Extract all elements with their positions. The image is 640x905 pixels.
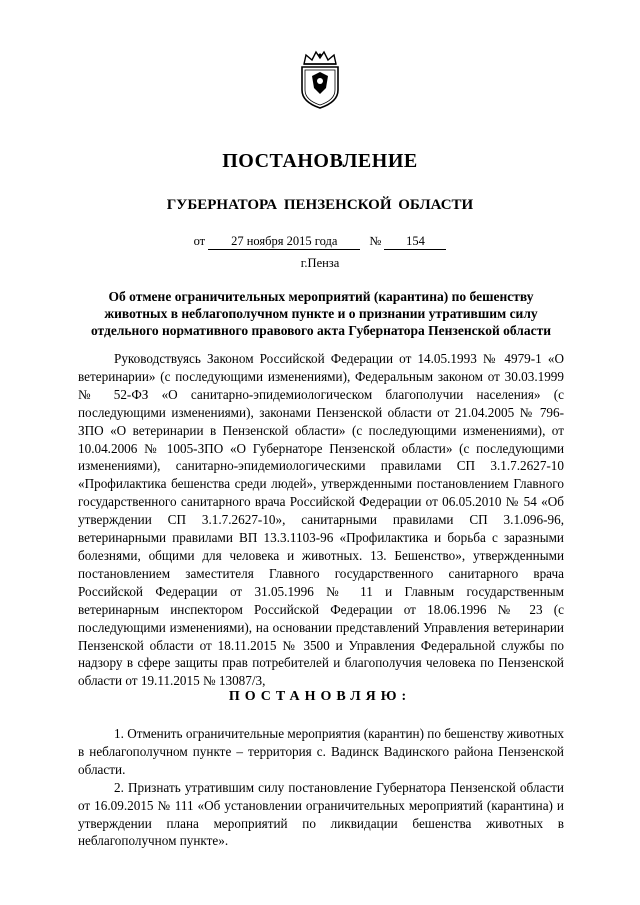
issuer-title: ГУБЕРНАТОРА ПЕНЗЕНСКОЙ ОБЛАСТИ — [166, 197, 474, 213]
document-title: ПОСТАНОВЛЕНИЕ — [222, 150, 418, 172]
decree-item: 1. Отменить ограничительные мероприятия (карантин) по бешенству животных в неблагополучном пункте – территория с. Вадинск Вадинского района Пензенской области. — [78, 726, 564, 777]
document-city: г.Пенза — [300, 256, 340, 270]
date-prefix: от — [193, 234, 206, 248]
penza-coat-of-arms-icon — [296, 50, 344, 110]
number-prefix: № — [369, 234, 382, 248]
document-number: 154 — [384, 234, 446, 250]
decree-items — [78, 725, 564, 850]
document-heading: Об отмене ограничительных мероприятий (карантина) по бешенству животных в неблагополучном пункте и о признании утратившим силу отдельного нормативного правового акта Губернатора Пензенской области — [90, 289, 552, 338]
date-number-line — [0, 234, 640, 250]
preamble — [78, 350, 564, 690]
preamble-text: Руководствуясь Законом Российской Федерации от 14.05.1993 № 4979-1 «О ветеринарии» (с последующими изменениями), Федеральным законом от 30.03.1999 № 52-ФЗ «О санитарно-эпидемиологическом благополучии населения» (с последующими изменениями), законами Пензенской области от 21.04.2005 № 796-ЗПО «О ветеринарии в Пензенской области» (с последующими изменениями), от 10.04.2006 № 1005-ЗПО «О Губернаторе Пензенской области» (с последующими изменениями), санитарно-эпидемиологическими правилами СП 3.1.7.2627-10 «Профилактика бешенства среди людей», утвержденными постановлением Главного государственного санитарного врача Российской Федерации от 06.05.2010 № 54 «Об утверждении СП 3.1.7.2627-10», санитарными правилами СП 3.1.096-96, ветеринарными правилами ВП 13.3.1103-96 «Профилактика и борьба с заразными болезнями, общими для человека и животных. 13. Бешенство», утвержденными постановлением заместителя Главного государственного санитарного врача Российской Федерации от 31.05.1996 № 11 и Главным государственным ветеринарным инспектором Российской Федерации от 18.06.1996 № 23 (с последующими изменениями), на основании представлений Управления ветеринарии Пензенской области от 18.11.2015 № 3500 и Управления Федеральной службы по надзору в сфере защиты прав потребителей и благополучия человека по Пензенской области от 19.11.2015 № 13087/3, — [78, 351, 564, 689]
decree-item: 2. Признать утратившим силу постановление Губернатора Пензенской области от 16.09.2015 № 111 «Об установлении ограничительных мероприятий (карантина) и утверждении плана мероприятий по ликвидации бешенства животных в неблагополучном пункте». — [78, 779, 564, 849]
document-date: 27 ноября 2015 года — [208, 234, 360, 250]
decree-word: ПОСТАНОВЛЯЮ: — [228, 689, 412, 704]
